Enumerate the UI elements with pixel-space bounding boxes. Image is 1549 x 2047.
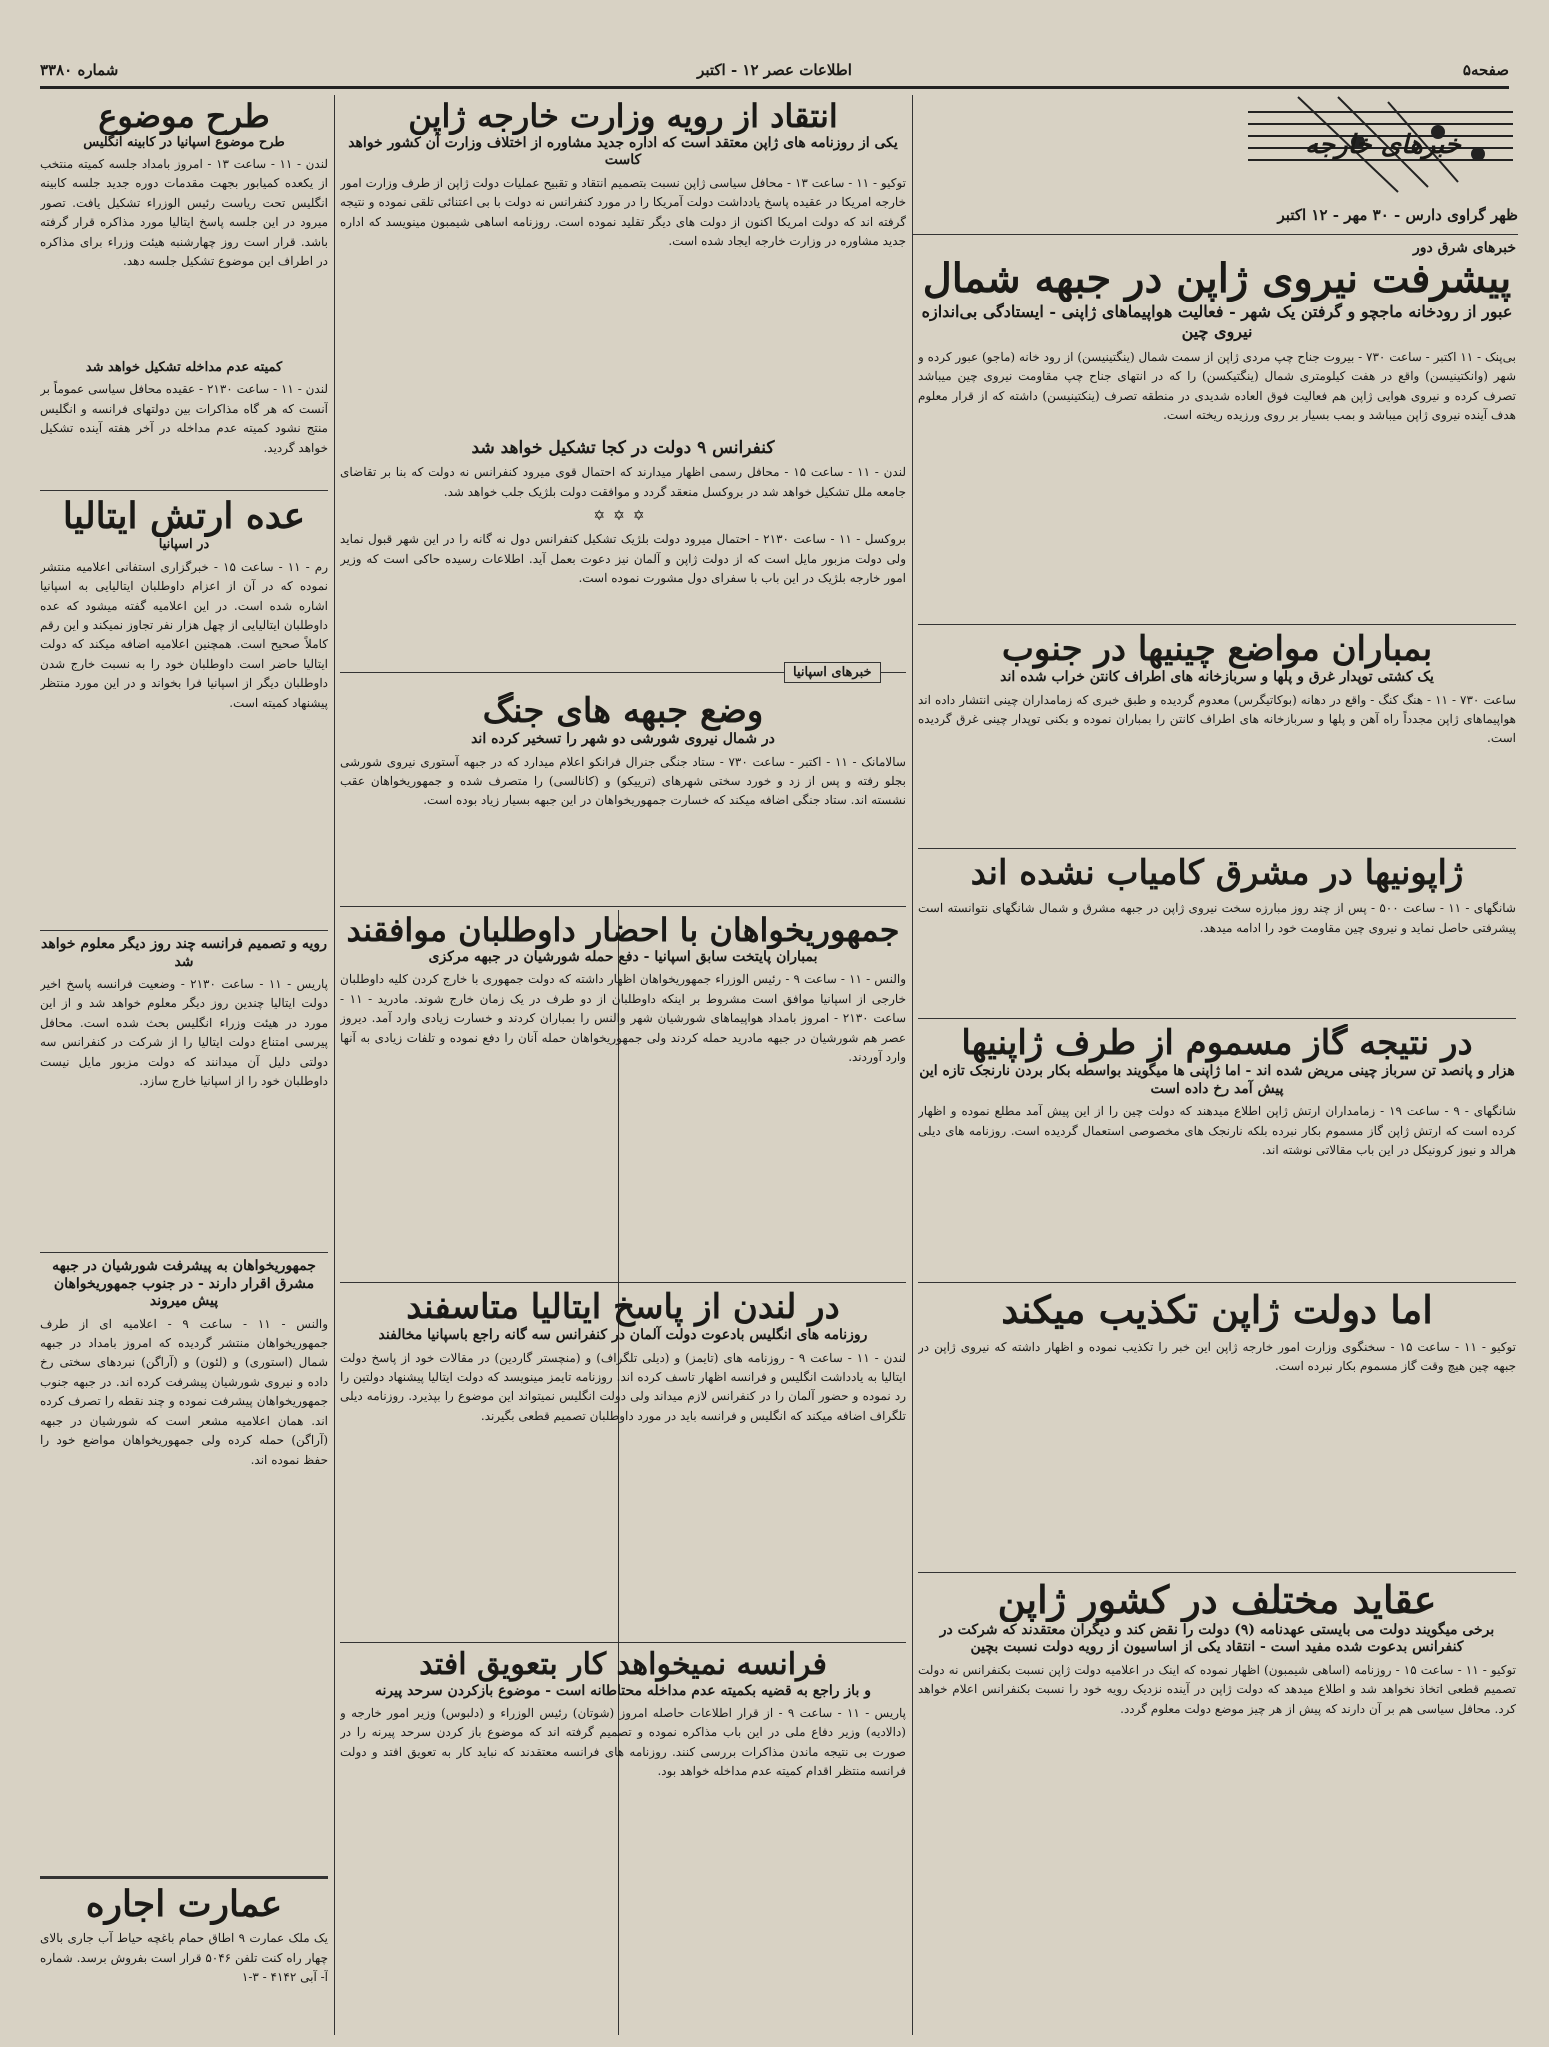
article-us-denial (918, 1288, 1516, 1568)
spain-news-tag: خبرهای اسپانیا (784, 662, 881, 683)
article-body: پاریس - ۱۱ - ساعت ۹ - از قرار اطلاعات حاصله امروز (شوتان) رئیس الوزراء و (دلبوس) وزیر امور خارجه و (دالادیه) وزیر دفاع ملی در این باب مذاکره نموده و تصمیم گرفته اند که موضوع باز کردن سرحد پیرنه را در صورت بی نتیجه ماندن مذاکرات بررسی کنند. روزنامه های فرانسه معتقدند که نباید کار به تعویق افتد و دولت فرانسه منتظر اقدام کمیته عدم مداخله خواهد بود. (340, 1706, 906, 1779)
east-kicker: خبرهای شرق دور (1412, 240, 1516, 256)
header-rule (40, 86, 1509, 89)
article-subtitle: یکی از روزنامه های ژاپن معتقد است که اداره جدید مشاوره از اختلاف وزارت آن کشور خواهد کاست (348, 134, 898, 169)
article-body: توکیو - ۱۱ - ساعت ۱۵ - سخنگوی وزارت امور خارجه ژاپن این خبر را تکذیب نموده و اظهار داشته که نیروی ژاپن در جبهه چین هیچ وقت گاز مسموم بکار نبرده است. (918, 1339, 1516, 1374)
article-topic-plan (40, 98, 328, 358)
article-body: شانگهای - ۹ - ساعت ۱۹ - زمامداران ارتش ژاپن اطلاع میدهند که دولت چین را از این پیش آمد مطلع نموده و اظهار کرده است که ارتش ژاپن گاز مسموم بکار نبرده بلکه نارنجک های مخصوصی استعمال گردیده است. روزنامه های دیلی هرالد و نیوز کرونیکل در این باب مقالاتی نوشته اند. (918, 1104, 1516, 1157)
article-body: پاریس - ۱۱ - ساعت ۲۱۳۰ - وضعیت فرانسه پاسخ اخیر دولت ایتالیا چندین روز دیگر معلوم خواهد شد و از این مورد در هیئت وزراء انگلیس بحث شده است. محافل پیرسی امتناع دولت ایتالیا را از شرکت در کنفرانس سه دولتی دلیل آن میدانند که دولت مزبور مایل نیست داوطلبان خود را از اسپانیا خارج سازد. (40, 977, 328, 1089)
article-divider (918, 1572, 1516, 1573)
article-divider (918, 1018, 1516, 1019)
article-title: وضع جبهه های جنگ (482, 692, 764, 731)
article-criticism-fm (340, 98, 906, 433)
section-logo-text: خبرهای خارجه (1305, 130, 1461, 160)
article-subtitle: کمیته عدم مداخله تشکیل خواهد شد (85, 360, 283, 375)
ad-title: عمارت اجاره (85, 1884, 283, 1925)
article-body: بروکسل - ۱۱ - ساعت ۲۱۳۰ - احتمال میرود دولت بلژیک تشکیل کنفرانس دول نه گانه را در این شهر قبول نماید ولی دولت مزبور مایل است که از دولت ژاپن و آلمان نیز دعوت بعمل آید. اطلاعات رسیده حاکی است که وزیر امور خارجه بلژیک در این باب با سفرای دول مشورت نموده است. (340, 532, 906, 585)
article-subtitle: یک کشتی توپدار غرق و پلها و سربازخانه های اطراف کانتن خراب شده اند (1000, 669, 1434, 686)
article-north-front (918, 240, 1516, 620)
article-body: لندن - ۱۱ - ساعت ۲۱۳۰ - عقیده محافل سیاسی عموماً بر آنست که هر گاه مذاکرات بین دولتهای فرانسه و انگلیس منتج نشود کمیته عدم مداخله در آخر هفته آینده تشکیل خواهد گردید. (40, 382, 328, 455)
column-divider (912, 95, 913, 2035)
article-subtitle: جمهوریخواهان به پیشرفت شورشیان در جبهه مشرق اقرار دارند - در جنوب جمهوریخواهان پیش میروند (52, 1258, 316, 1309)
article-divider (918, 848, 1516, 849)
article-east-advance (40, 1258, 328, 1870)
article-title: در نتیجه گاز مسموم از طرف ژاپنیها (961, 1024, 1473, 1063)
article-body: سالامانک - ۱۱ - اکتبر - ساعت ۷۳۰ - ستاد جنگی جنرال فرانکو اعلام میدارد که در جبهه آستوری نیروی شورشی بجلو رفته و پس از زد و خورد سختی شهرهای (ترییکو) و (کانالسی) را متصرف شده و جمهوریخواهان عقب نشسته اند. ستاد جنگی اضافه میکند که خسارت جمهوریخواهان در این جبهه بسیار زیاد بوده است. (340, 754, 906, 808)
article-divider (340, 1282, 906, 1283)
article-title: بمباران مواضع چینیها در جنوب (1001, 630, 1433, 669)
article-france-policy (40, 936, 328, 1248)
article-body: لندن - ۱۱ - ساعت ۱۵ - محافل رسمی اظهار میدارند که احتمال قوی میرود کنفرانس نه دولت که بنا بر تقاضای جامعه ملل تشکیل خواهد شد در بروکسل منعقد گردد و موافقت دولت بلژیک جلب خواهد شد. (340, 465, 906, 499)
article-title: فرانسه نمیخواهد کار بتعویق افتد (419, 1648, 827, 1682)
article-title: اما دولت ژاپن تکذیب میکند (1001, 1288, 1433, 1332)
article-title: پیشرفت نیروی ژاپن در جبهه شمال (922, 256, 1512, 302)
article-title: عده ارتش ایتالیا (62, 496, 306, 537)
article-republicans (340, 912, 906, 1277)
article-divider (918, 1282, 1516, 1283)
issue-number: شماره ۳۳۸۰ (40, 61, 119, 79)
article-title: در لندن از پاسخ ایتالیا متاسفند (406, 1288, 840, 1327)
article-body: والنس - ۱۱ - ساعت ۹ - اعلامیه ای از طرف جمهوریخواهان منتشر گردیده که امروز بامداد در جبهه شمال (استوری) و (لئون) و (آراگن) نبردهای سختی رخ داده و نیروی شورشیان پیشرفت کرده اند. در جبهه جنوب جمهوریخواهان پیشرفت نموده و چند نقطه را تصرف کرده اند. همان اعلامیه مشعر است که شورشیان در جبهه (آراگن) حمله کرده ولی جمهوریخواهان مواضع خود را حفظ نموده اند. (40, 1316, 328, 1467)
page-header (40, 55, 1509, 89)
article-divider (40, 490, 328, 491)
article-subtitle: برخی میگویند دولت می بایستی عهدنامه (۹) دولت را نقض کند و دیگران معتقدند که شرکت در کنفرانس بدعوت شده مفید است - انتقاد یکی از اساسیون از رویه دولت نسبت بچین (939, 1621, 1495, 1656)
article-no-intervention (40, 360, 328, 485)
article-body: رم - ۱۱ - ساعت ۱۵ - خبرگزاری استفانی اعلامیه منتشر نموده که در آن از اعزام داوطلبان ایتالیایی به اسپانیا اشاره شده است. در این اعلامیه گفته میشود که عده داوطلبان ایتالیایی از چهل هزار نفر تجاوز نمیکند و این رقم کاملاً صحیح است. همچنین اعلامیه اضافه میکند که دولت ایتالیا حاضر است داوطلبان خود را به نسبت خارج شدن داوطلبان دیگر از اسپانیا فرا بخواند و در این مورد منتظر پیشنهاد کمیته است. (40, 559, 328, 710)
article-subtitle: روزنامه های انگلیس بادعوت دولت آلمان در کنفرانس سه گانه راجع باسپانیا مخالفند (378, 1327, 868, 1344)
article-divider (918, 624, 1516, 625)
article-subtitle: بمباران پایتخت سابق اسپانیا - دفع حمله شورشیان در جبهه مرکزی (428, 948, 818, 965)
article-title: انتقاد از رویه وزارت خارجه ژاپن (408, 98, 838, 135)
article-subtitle: عبور از رودخانه ماجچو و گرفتن یک شهر - فعالیت هواپیماهای ژاپنی - ایستادگی بی‌اندازه نیروی چین (921, 302, 1513, 341)
article-divider (40, 930, 328, 931)
article-subtitle: و باز راجع به قضیه بکمیته عدم مداخله محتاطانه است - موضوع بازکردن سرحد پیرنه (375, 1682, 871, 1699)
article-body: شانگهای - ۱۱ - ساعت ۵۰۰ - پس از چند روز مبارزه سخت نیروی ژاپن در جبهه مشرق و شمال شانگهای نتوانسته است پیشرفتی حاصل نماید و نیروی چین مقاومت خود را ادامه میدهد. (918, 901, 1516, 935)
newspaper-date-title: اطلاعات عصر ۱۲ - اکتبر (697, 61, 852, 79)
article-east-failure (918, 854, 1516, 1014)
article-spain-fronts (340, 692, 906, 902)
article-london-italy (340, 1288, 906, 1638)
column-divider (334, 95, 335, 2035)
article-body: لندن - ۱۱ - ساعت ۹ - روزنامه های (تایمز) و (دیلی تلگراف) و (منچستر گاردین) در مقالات خود از پاسخ دولت ایتالیا به یادداشت انگلیس و فرانسه اظهار تاسف کرده اند. روزنامه تایمز مینویسد که دولت ایتالیا پیشنهاد دولتین را رد نموده و حضور آلمان را در کنفرانس لازم میداند ولی دولت انگلیس نمیتواند این موضوع را بپذیرد. روزنامه دیلی تلگراف اضافه میکند که انگلیس و فرانسه باید در مورد داوطلبان تصمیم قطعی بگیرند. (340, 1350, 906, 1423)
article-body: بی‌پنک - ۱۱ اکتبر - ساعت ۷۳۰ - بیروت جناح چپ مردی ژاپن از سمت شمال (ینگتینیسن) از رود خانه (ماجو) عبور کرده و شهر (وانکتینیسن) واقع در هفت کیلومتری شمال (ینگتیکسن) را که در انتهای جناح چپ مقاومت نیروی چین میباشد تصرف کرده و نیروی هوایی ژاپن هم فعالیت فوق العاده شدیدی در منطقه تصرف (ینکتینیسن) داشته که از قرار معلوم هدف آینده نیروی ژاپن میباشد و بمب بسیار بر روی ورزیده ریخته است. (918, 350, 1516, 423)
article-body: توکیو - ۱۱ - ساعت ۱۳ - محافل سیاسی ژاپن نسبت بتصمیم انتقاد و تقبیح عملیات دولت ژاپن از طرف وزارت امور خارجه امریکا در عقیده پاسخ یادداشت دولت آمریکا را در مورد کنفرانس نه دولت با بی اعتنائی تلقی نموده و نتیجه گرفته اند که دولت امریکا اکنون از دولت های دیگر تقلید نموده است. روزنامه اساهی شیمبون مینویسد که اداره جدید مشاوره در وزارت خارجه ایجاد شده است. (340, 175, 906, 249)
separator-stars: ✡✡✡ (593, 508, 653, 525)
dateline: ظهر گراوی دارس - ۳۰ مهر - ۱۲ اکتبر (912, 206, 1518, 235)
article-france-wait (340, 1648, 906, 2033)
article-title: ژاپونیها در مشرق کامیاب نشده اند (970, 854, 1464, 893)
article-subtitle: هزار و پانصد تن سرباز چینی مریض شده اند - اما ژاپنی ها میگویند بواسطه بکار بردن نارنجک تازه این پیش آمد رخ داده است (919, 1063, 1515, 1097)
article-divider (340, 1642, 906, 1643)
article-nine-power (340, 438, 906, 648)
article-title: طرح موضوع (98, 98, 270, 135)
article-divider (40, 1876, 328, 1879)
article-subtitle: رویه و تصمیم فرانسه چند روز دیگر معلوم خواهد شد (41, 936, 327, 970)
article-divider (40, 1252, 328, 1253)
article-title: عقاید مختلف در کشور ژاپن (997, 1578, 1437, 1622)
ad-building-rent (40, 1884, 328, 2034)
article-divider (340, 906, 906, 907)
article-poison-gas (918, 1024, 1516, 1279)
article-body: ساعت ۷۳۰ - ۱۱ - هنگ کنگ - واقع در دهانه (بوکاتیگرس) معدوم گردیده و طبق خبری که زمامداران چینی انتشار داده اند هواپیماهای ژاپن مجدداً راه آهن و پلها و سربازخانه های اطراف کانتن را بمباران نموده و بکنی توپدار چینی غرق گردیده است. (918, 692, 1516, 746)
section-logo (918, 92, 1518, 202)
article-body: والنس - ۱۱ - ساعت ۹ - رئیس الوزراء جمهوریخواهان اظهار داشته که دولت جمهوری با خارج کردن کلیه داوطلبان خارجی از اسپانیا موافق است مشروط بر اینکه داوطلبان از دو طرف در یک زمان خارج شوند. مادرید - ۱۱ - ساعت ۲۱۳۰ - امروز بامداد هواپیماهای شورشیان شهر والنس را بمباران کردند و خسارت زیادی وارد آمد. دیروز عصر هم شورشیان در جبهه مادرید حمله کردند ولی جمهوریخواهان حمله آنان را دفع نموده و تلفات زیادی به آنها وارد آوردند. (340, 972, 906, 1065)
article-subtitle: در شمال نیروی شورشی دو شهر را تسخیر کرده اند (471, 731, 775, 748)
page-label: صفحه۵ (1462, 61, 1509, 79)
article-subtitle: طرح موضوع اسپانیا در کابینه انگلیس (83, 134, 285, 150)
article-title: جمهوریخواهان با احضار داوطلبان موافقند (346, 912, 900, 949)
article-body: توکیو - ۱۱ - ساعت ۱۵ - روزنامه (اساهی شیمبون) اظهار نموده که اینک در اعلامیه دولت ژاپن نسبت بکنفرانس نه دولت تصمیم قطعی اتخاذ نخواهد شد و اطلاع میدهد که دولت ژاپن در آینده نزدیک رویه خود را نسبت بکنفرانس اعلام خواهد کرد. محافل سیاسی هم بر آن دارند که پیش از هر چیز موضع دولت معلوم گردد. (918, 1662, 1516, 1716)
article-subtitle: در اسپانیا (158, 537, 210, 553)
article-body: لندن - ۱۱ - ساعت ۱۳ - امروز بامداد جلسه کمیته منتخب از یکعده کمیابور بجهت مقدمات دوره جدید جلسه کابینه انگلیس تحت ریاست رئیس الوزراء تشکیل یافت. تصور میرود در این جلسه پاسخ ایتالیا مورد مذاکره قرار گرفته باشد. قرار است روز چهارشنبه هیئت وزراء برای مذاکره در اطراف این موضوع تشکیل جلسه دهد. (40, 157, 328, 269)
article-japan-opinions (918, 1578, 1516, 2033)
article-south-bombing (918, 630, 1516, 845)
article-italy-army (40, 496, 328, 926)
article-title: کنفرانس ۹ دولت در کجا تشکیل خواهد شد (471, 438, 775, 458)
ad-body: یک ملک عمارت ۹ اطاق حمام باغچه حیاط آب جاری بالای چهار راه کنت تلفن ۵۰۴۶ قرار است بفروش برسد. شماره آ- آبی ۴۱۴۲ - ۳-۱ (40, 1931, 328, 1985)
